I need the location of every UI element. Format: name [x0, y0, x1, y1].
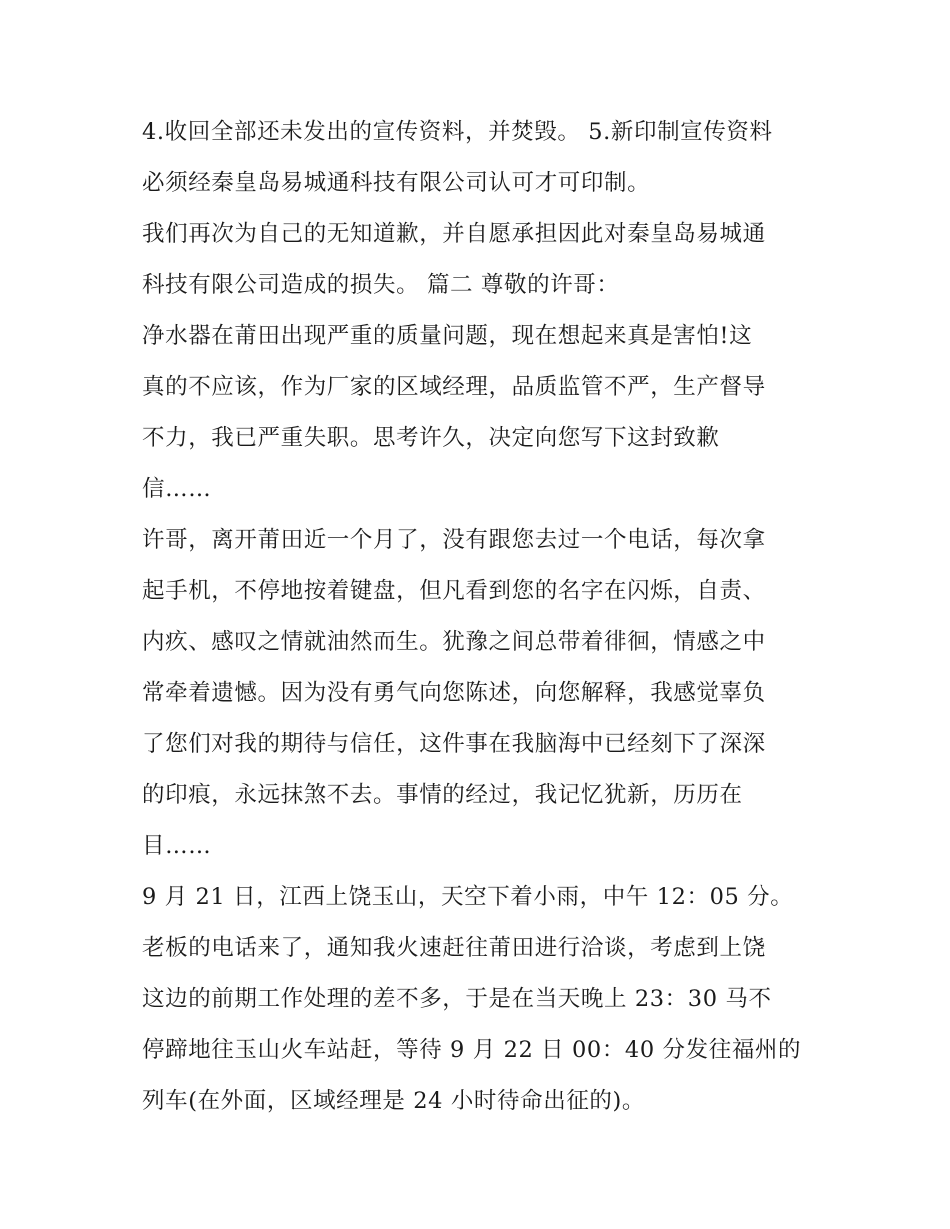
text-line: 常牵着遗憾。因为没有勇气向您陈述，向您解释，我感觉辜负 — [142, 680, 766, 706]
text-line: 列车(在外面，区域经理是 24 小时待命出征的)。 — [142, 1088, 645, 1114]
text-line: 必须经秦皇岛易城通科技有限公司认可才可印制。 — [142, 170, 651, 196]
text-line: 许哥，离开莆田近一个月了，没有跟您去过一个电话，每次拿 — [142, 527, 766, 553]
document-body — [142, 112, 822, 1132]
text-line: 停蹄地往玉山火车站赶，等待 9 月 22 日 00：40 分发往福州的 — [142, 1037, 802, 1063]
text-line: 老板的电话来了，通知我火速赶往莆田进行洽谈，考虑到上饶 — [142, 935, 766, 961]
text-line: 4.收回全部还未发出的宣传资料，并焚毁。 5.新印制宣传资料 — [142, 119, 773, 145]
text-line: 科技有限公司造成的损失。 篇二 尊敬的许哥： — [142, 272, 620, 298]
text-line: 内疚、感叹之情就油然而生。犹豫之间总带着徘徊，情感之中 — [142, 629, 766, 655]
text-line: 起手机，不停地按着键盘，但凡看到您的名字在闪烁，自责、 — [142, 578, 766, 604]
text-line: 我们再次为自己的无知道歉，并自愿承担因此对秦皇岛易城通 — [142, 221, 766, 247]
text-line: 的印痕，永远抹煞不去。事情的经过，我记忆犹新，历历在 — [142, 782, 743, 808]
text-line: 了您们对我的期待与信任，这件事在我脑海中已经刻下了深深 — [142, 731, 766, 757]
text-line: 净水器在莆田出现严重的质量问题，现在想起来真是害怕!这 — [142, 323, 753, 349]
text-line: 目…… — [142, 833, 212, 859]
text-line: 这边的前期工作处理的差不多，于是在当天晚上 23：30 马不 — [142, 986, 772, 1012]
text-line: 9 月 21 日，江西上饶玉山，天空下着小雨，中午 12：05 分。 — [142, 884, 794, 910]
text-line: 真的不应该，作为厂家的区域经理，品质监管不严，生产督导 — [142, 374, 766, 400]
text-line: 信…… — [142, 476, 212, 502]
text-line: 不力，我已严重失职。思考许久，决定向您写下这封致歉 — [142, 425, 720, 451]
